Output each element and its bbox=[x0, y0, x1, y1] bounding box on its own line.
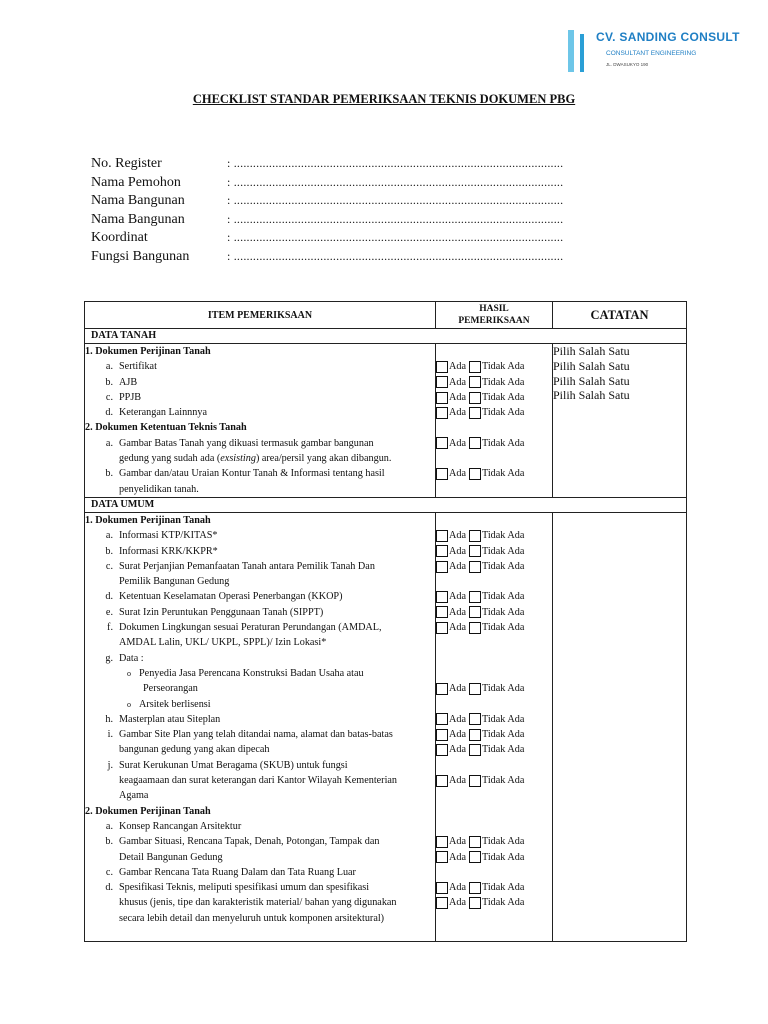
item-text: Gambar Batas Tanah yang dikuasi termasuk gambar bangunan bbox=[119, 437, 374, 449]
item-marker: a. bbox=[105, 437, 113, 449]
section-title-umum: DATA UMUM bbox=[85, 497, 687, 512]
checkbox-tidak-ada[interactable] bbox=[469, 361, 481, 373]
result-options bbox=[436, 605, 552, 620]
item-text: Masterplan atau Siteplan bbox=[119, 713, 221, 725]
checkbox-tidak-ada[interactable] bbox=[469, 606, 481, 618]
register-label: Nama Bangunan bbox=[91, 193, 185, 209]
item-marker: a. bbox=[105, 361, 113, 373]
bullet-marker: o bbox=[127, 699, 131, 709]
item-text: ) area/persil yang akan dibangun. bbox=[255, 453, 392, 465]
result-options bbox=[436, 528, 552, 543]
checkbox-tidak-ada[interactable] bbox=[469, 775, 481, 787]
option-label: Tidak Ada bbox=[481, 729, 525, 741]
header-catatan: CATATAN bbox=[553, 302, 687, 329]
register-value: : ....................................................................................................... bbox=[227, 230, 564, 245]
results-column bbox=[436, 512, 553, 941]
sub-item bbox=[85, 697, 435, 712]
checkbox-tidak-ada[interactable] bbox=[469, 622, 481, 634]
section-row bbox=[85, 329, 687, 344]
register-row bbox=[91, 247, 563, 266]
checkbox-ada[interactable] bbox=[436, 545, 448, 557]
items-column bbox=[85, 344, 436, 498]
option-label: Tidak Ada bbox=[481, 530, 525, 542]
option-label: Ada bbox=[449, 437, 466, 449]
note-text: Pilih Salah Satu bbox=[553, 373, 630, 388]
document-title: CHECKLIST STANDAR PEMERIKSAAN TEKNIS DOKUMEN PBG bbox=[192, 92, 576, 106]
result-options bbox=[436, 544, 552, 559]
option-label: Tidak Ada bbox=[481, 437, 525, 449]
option-label: Ada bbox=[449, 606, 466, 618]
item-continuation: Detail Bangunan Gedung bbox=[119, 851, 223, 863]
checkbox-ada[interactable] bbox=[436, 836, 448, 848]
result-options bbox=[436, 850, 552, 865]
item-continuation: khusus (jenis, tipe dan karakteristik material/ bahan yang digunakan bbox=[119, 897, 397, 909]
item-text: Surat Perjanjian Pemanfaatan Tanah antara Pemilik Tanah Dan bbox=[119, 560, 375, 572]
option-label: Ada bbox=[449, 744, 466, 756]
check-item bbox=[85, 727, 435, 742]
register-value: : ....................................................................................................... bbox=[227, 156, 564, 170]
notes-column bbox=[553, 512, 687, 941]
item-text: Keterangan Lainnnya bbox=[119, 407, 207, 419]
option-label: Ada bbox=[449, 729, 466, 741]
option-label: Tidak Ada bbox=[481, 775, 525, 787]
item-continuation: Agama bbox=[119, 790, 149, 802]
result-options bbox=[436, 620, 552, 635]
option-label: Tidak Ada bbox=[481, 897, 525, 909]
result-options bbox=[436, 742, 552, 757]
option-label: Tidak Ada bbox=[481, 376, 525, 388]
item-text: Spesifikasi Teknis, meliputi spesifikasi umum dan spesifikasi bbox=[119, 882, 370, 894]
logo-mark-bar bbox=[580, 34, 584, 72]
checkbox-ada[interactable] bbox=[436, 606, 448, 618]
item-marker: f. bbox=[107, 622, 113, 634]
item-marker: a. bbox=[105, 530, 113, 542]
checkbox-ada[interactable] bbox=[436, 775, 448, 787]
item-text: AJB bbox=[119, 376, 138, 388]
checkbox-tidak-ada[interactable] bbox=[469, 882, 481, 894]
result-options bbox=[436, 375, 552, 390]
register-value: : ....................................................................................................... bbox=[227, 211, 564, 226]
checkbox-ada[interactable] bbox=[436, 361, 448, 373]
section-body-tanah bbox=[85, 344, 687, 498]
item-text: Gambar Site Plan yang telah ditandai nama, alamat dan batas-batas bbox=[119, 729, 393, 741]
checkbox-tidak-ada[interactable] bbox=[469, 713, 481, 725]
register-fields bbox=[91, 154, 563, 266]
item-text: Arsitek berlisensi bbox=[139, 698, 211, 710]
item-marker: c. bbox=[105, 866, 113, 878]
item-marker: a. bbox=[105, 820, 113, 832]
checkbox-tidak-ada[interactable] bbox=[469, 744, 481, 756]
register-value: : ....................................................................................................... bbox=[227, 248, 564, 263]
group-title: 1. Dokumen Perijinan Tanah bbox=[85, 346, 211, 357]
option-label: Tidak Ada bbox=[481, 851, 525, 863]
register-value: : ....................................................................................................... bbox=[227, 193, 564, 208]
header-hasil bbox=[436, 302, 553, 329]
checkbox-ada[interactable] bbox=[436, 729, 448, 741]
logo-mark bbox=[568, 30, 574, 72]
result-options bbox=[436, 727, 552, 742]
item-text: Surat Kerukunan Umat Beragama (SKUB) untuk fungsi bbox=[119, 759, 348, 771]
section-title-tanah: DATA TANAH bbox=[85, 329, 687, 344]
option-label: Ada bbox=[449, 683, 466, 695]
result-options bbox=[436, 773, 552, 788]
option-label: Tidak Ada bbox=[481, 545, 525, 557]
header-hasil-line1: HASIL bbox=[479, 304, 509, 314]
item-continuation: penyelidikan tanah. bbox=[119, 483, 199, 495]
checkbox-tidak-ada[interactable] bbox=[469, 530, 481, 542]
register-label: Nama Pemohon bbox=[91, 174, 181, 190]
option-label: Tidak Ada bbox=[481, 391, 525, 403]
checkbox-ada[interactable] bbox=[436, 468, 448, 480]
item-marker: b. bbox=[105, 376, 113, 388]
option-label: Ada bbox=[449, 713, 466, 725]
item-text: Informasi KTP/KITAS* bbox=[119, 530, 218, 542]
items-column bbox=[85, 512, 436, 941]
checkbox-ada[interactable] bbox=[436, 376, 448, 388]
register-label: Koordinat bbox=[91, 230, 148, 246]
section-body-umum bbox=[85, 512, 687, 941]
option-label: Ada bbox=[449, 851, 466, 863]
item-continuation bbox=[85, 451, 435, 466]
logo-name: CV. SANDING CONSULT bbox=[596, 30, 740, 44]
checkbox-ada[interactable] bbox=[436, 530, 448, 542]
item-marker: d. bbox=[105, 882, 113, 894]
register-label: Nama Bangunan bbox=[91, 211, 185, 227]
option-label: Tidak Ada bbox=[481, 606, 525, 618]
option-label: Tidak Ada bbox=[481, 744, 525, 756]
register-row bbox=[91, 173, 563, 192]
option-label: Ada bbox=[449, 468, 466, 480]
option-label: Tidak Ada bbox=[481, 560, 525, 572]
register-row bbox=[91, 228, 563, 247]
option-label: Tidak Ada bbox=[481, 591, 525, 603]
check-item bbox=[85, 605, 435, 620]
check-item bbox=[85, 834, 435, 849]
item-marker: b. bbox=[105, 836, 113, 848]
result-options bbox=[436, 712, 552, 727]
note-text: Pilih Salah Satu bbox=[553, 358, 630, 373]
item-text: Gambar Rencana Tata Ruang Dalam dan Tata Ruang Luar bbox=[119, 866, 356, 878]
item-marker: j. bbox=[107, 759, 113, 771]
register-row bbox=[91, 154, 563, 173]
option-label: Ada bbox=[449, 591, 466, 603]
checkbox-ada[interactable] bbox=[436, 591, 448, 603]
item-text: Surat Izin Peruntukan Penggunaan Tanah (SIPPT) bbox=[119, 606, 324, 618]
check-item bbox=[85, 390, 435, 405]
check-item bbox=[85, 880, 435, 895]
check-item bbox=[85, 620, 435, 635]
check-item bbox=[85, 589, 435, 604]
check-item bbox=[85, 436, 435, 451]
result-options bbox=[436, 895, 552, 910]
logo-subtitle: CONSULTANT ENGINEERING bbox=[606, 50, 697, 57]
item-marker: d. bbox=[105, 407, 113, 419]
item-continuation: secara lebih detail dan menyeluruh untuk komponen arsitektural) bbox=[119, 912, 385, 924]
checkbox-tidak-ada[interactable] bbox=[469, 392, 481, 404]
check-item bbox=[85, 359, 435, 374]
item-continuation: AMDAL Lalin, UKL/ UKPL, SPPL)/ Izin Lokasi* bbox=[119, 637, 327, 649]
notes-column bbox=[553, 344, 687, 498]
item-marker: b. bbox=[105, 468, 113, 480]
item-continuation: Perseorangan bbox=[143, 683, 198, 695]
group-title: 2. Dokumen Ketentuan Teknis Tanah bbox=[85, 422, 247, 434]
note-text: Pilih Salah Satu bbox=[553, 344, 630, 358]
item-marker: c. bbox=[105, 560, 113, 572]
option-label: Ada bbox=[449, 897, 466, 909]
checkbox-tidak-ada[interactable] bbox=[469, 407, 481, 419]
group-title: 1. Dokumen Perijinan Tanah bbox=[85, 514, 211, 526]
option-label: Ada bbox=[449, 361, 466, 373]
result-options bbox=[436, 436, 552, 451]
option-label: Tidak Ada bbox=[481, 622, 525, 634]
checkbox-ada[interactable] bbox=[436, 882, 448, 894]
results-column bbox=[436, 344, 553, 498]
option-label: Tidak Ada bbox=[481, 361, 525, 373]
company-logo bbox=[566, 28, 740, 76]
result-options bbox=[436, 834, 552, 849]
item-text: gedung yang sudah ada ( bbox=[119, 453, 221, 465]
result-options bbox=[436, 559, 552, 574]
check-item bbox=[85, 819, 435, 834]
logo-address: JL. DWASUKYO 190 bbox=[606, 62, 649, 67]
check-item bbox=[85, 651, 435, 666]
item-text: Data : bbox=[119, 652, 144, 664]
item-text: Konsep Rancangan Arsitektur bbox=[119, 820, 242, 832]
checkbox-tidak-ada[interactable] bbox=[469, 836, 481, 848]
checkbox-tidak-ada[interactable] bbox=[469, 468, 481, 480]
item-marker: d. bbox=[105, 591, 113, 603]
item-text: Ketentuan Keselamatan Operasi Penerbangan (KKOP) bbox=[119, 591, 343, 603]
checkbox-tidak-ada[interactable] bbox=[469, 851, 481, 863]
check-item bbox=[85, 544, 435, 559]
item-text-italic: exsisting bbox=[220, 453, 256, 465]
option-label: Ada bbox=[449, 530, 466, 542]
option-label: Tidak Ada bbox=[481, 882, 525, 894]
item-text: PPJB bbox=[119, 391, 142, 403]
option-label: Ada bbox=[449, 376, 466, 388]
item-continuation: bangunan gedung yang akan dipecah bbox=[119, 744, 270, 756]
bullet-marker: o bbox=[127, 668, 131, 678]
option-label: Ada bbox=[449, 560, 466, 572]
check-item bbox=[85, 466, 435, 481]
item-marker: b. bbox=[105, 545, 113, 557]
register-row bbox=[91, 191, 563, 210]
checkbox-tidak-ada[interactable] bbox=[469, 437, 481, 449]
check-item bbox=[85, 405, 435, 420]
check-item bbox=[85, 528, 435, 543]
option-label: Tidak Ada bbox=[481, 683, 525, 695]
check-item bbox=[85, 758, 435, 773]
result-options bbox=[436, 390, 552, 405]
item-marker: h. bbox=[105, 713, 113, 725]
register-label: Fungsi Bangunan bbox=[91, 248, 190, 264]
note-text: Pilih Salah Satu bbox=[553, 388, 630, 403]
item-marker: g. bbox=[105, 652, 113, 664]
check-item bbox=[85, 865, 435, 880]
option-label: Ada bbox=[449, 622, 466, 634]
checkbox-ada[interactable] bbox=[436, 713, 448, 725]
item-marker: e. bbox=[105, 606, 113, 618]
item-text: Gambar Situasi, Rencana Tapak, Denah, Potongan, Tampak dan bbox=[119, 836, 380, 848]
option-label: Tidak Ada bbox=[481, 468, 525, 480]
option-label: Tidak Ada bbox=[481, 836, 525, 848]
checkbox-tidak-ada[interactable] bbox=[469, 729, 481, 741]
option-label: Ada bbox=[449, 775, 466, 787]
checkbox-tidak-ada[interactable] bbox=[469, 376, 481, 388]
table-header bbox=[85, 302, 687, 329]
item-marker: i. bbox=[107, 729, 113, 741]
item-marker: c. bbox=[105, 391, 113, 403]
item-continuation: keagaamaan dan surat keterangan dari Kantor Wilayah Kementerian bbox=[119, 775, 398, 787]
check-item bbox=[85, 712, 435, 727]
option-label: Ada bbox=[449, 836, 466, 848]
option-label: Ada bbox=[449, 391, 466, 403]
checkbox-tidak-ada[interactable] bbox=[469, 545, 481, 557]
register-label: No. Register bbox=[91, 156, 162, 171]
checkbox-ada[interactable] bbox=[436, 407, 448, 419]
item-text: Dokumen Lingkungan sesuai Peraturan Perundangan (AMDAL, bbox=[119, 622, 382, 634]
item-continuation: Pemilik Bangunan Gedung bbox=[119, 576, 230, 588]
group-title: 2. Dokumen Perijinan Tanah bbox=[85, 805, 211, 817]
item-text: Penyedia Jasa Perencana Konstruksi Badan Usaha atau bbox=[139, 667, 364, 679]
result-options bbox=[436, 405, 552, 420]
check-item bbox=[85, 559, 435, 574]
register-row bbox=[91, 210, 563, 229]
option-label: Ada bbox=[449, 545, 466, 557]
item-text: Informasi KRK/KKPR* bbox=[119, 545, 218, 557]
checkbox-ada[interactable] bbox=[436, 622, 448, 634]
result-options bbox=[436, 359, 552, 374]
option-label: Ada bbox=[449, 407, 466, 419]
check-item bbox=[85, 375, 435, 390]
header-hasil-line2: PEMERIKSAAN bbox=[458, 316, 530, 326]
result-options bbox=[436, 880, 552, 895]
checkbox-ada[interactable] bbox=[436, 392, 448, 404]
checkbox-ada[interactable] bbox=[436, 744, 448, 756]
checkbox-ada[interactable] bbox=[436, 561, 448, 573]
result-options bbox=[436, 466, 552, 481]
section-row bbox=[85, 497, 687, 512]
checkbox-ada[interactable] bbox=[436, 437, 448, 449]
item-text: Gambar dan/atau Uraian Kontur Tanah & Informasi tentang hasil bbox=[119, 468, 385, 480]
option-label: Tidak Ada bbox=[481, 713, 525, 725]
checkbox-tidak-ada[interactable] bbox=[469, 561, 481, 573]
result-options bbox=[436, 681, 552, 696]
checkbox-tidak-ada[interactable] bbox=[469, 683, 481, 695]
result-options bbox=[436, 589, 552, 604]
header-item: ITEM PEMERIKSAAN bbox=[85, 302, 436, 329]
checkbox-tidak-ada[interactable] bbox=[469, 591, 481, 603]
checkbox-ada[interactable] bbox=[436, 897, 448, 909]
checkbox-ada[interactable] bbox=[436, 851, 448, 863]
checkbox-tidak-ada[interactable] bbox=[469, 897, 481, 909]
checklist-table bbox=[84, 301, 687, 942]
option-label: Tidak Ada bbox=[481, 407, 525, 419]
sub-item bbox=[85, 666, 435, 681]
option-label: Ada bbox=[449, 882, 466, 894]
checkbox-ada[interactable] bbox=[436, 683, 448, 695]
register-value: : ....................................................................................................... bbox=[227, 174, 564, 189]
item-text: Sertifikat bbox=[119, 361, 157, 373]
